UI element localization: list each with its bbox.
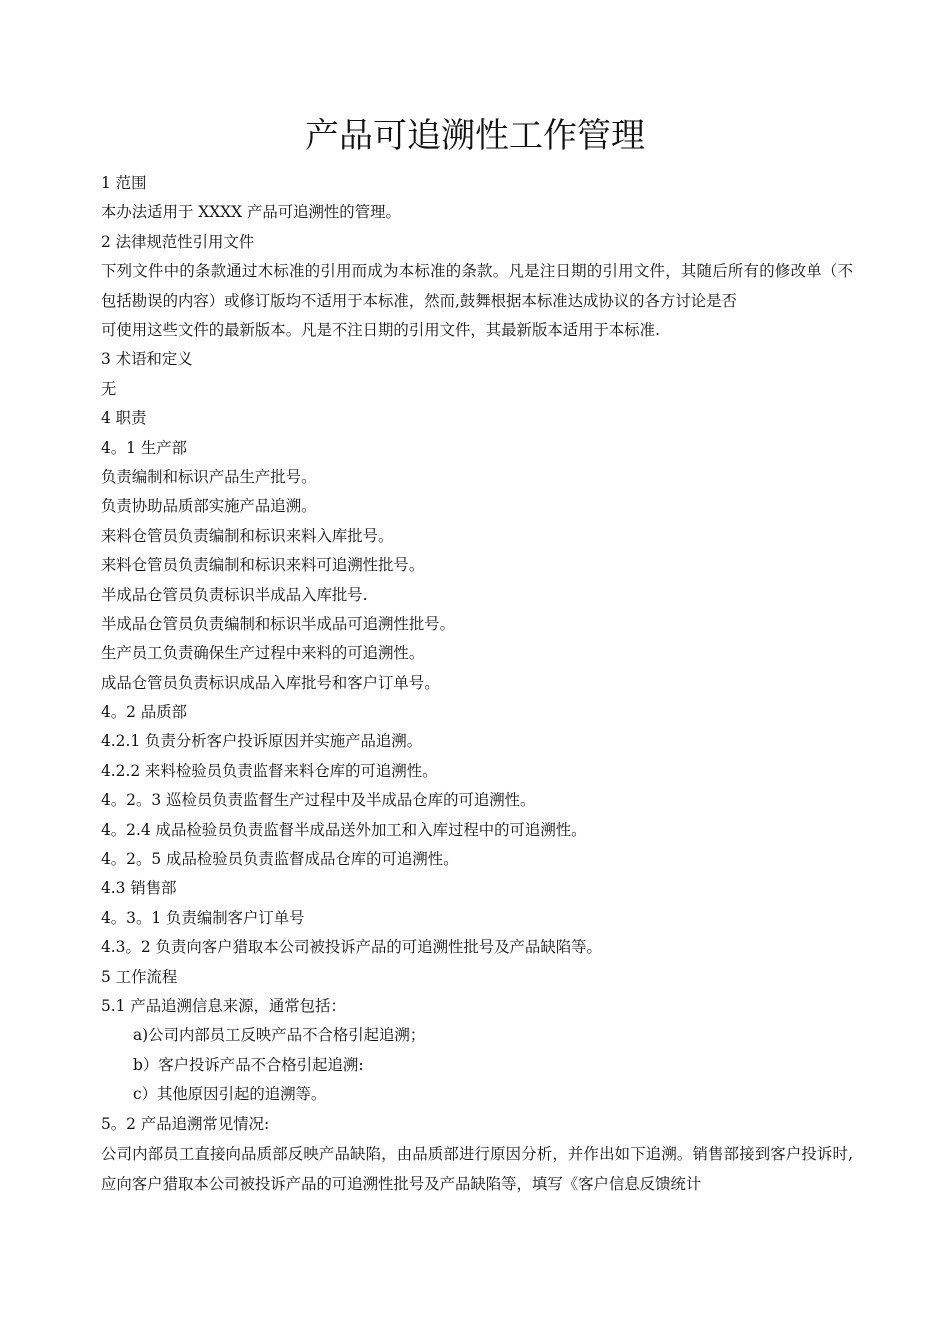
section-heading: 4。1 生产部 bbox=[101, 438, 188, 457]
paragraph-line: 4.2.1 负责分析客户投诉原因并实施产品追溯。 bbox=[101, 732, 423, 751]
section-heading: 4.3 销售部 bbox=[101, 879, 177, 898]
paragraph-line: 来料仓管员负责编制和标识来料入库批号。 bbox=[101, 526, 394, 545]
list-item: b）客户投诉产品不合格引起追溯: bbox=[133, 1055, 364, 1074]
paragraph-line: 负责协助品质部实施产品追溯。 bbox=[101, 497, 317, 516]
section-heading: 1 范围 bbox=[101, 174, 147, 192]
paragraph-line: 公司内部员工直接向品质部反映产品缺陷，由品质部进行原因分析，并作出如下追溯。销售部接到客户投诉时,应向客户猎取本公司被投诉产品的可追溯性批号及产品缺陷等，填写《客户信息反馈统计 bbox=[101, 1144, 853, 1193]
paragraph-line: 生产员工负责确保生产过程中来料的可追溯性。 bbox=[101, 644, 425, 663]
paragraph-line: 可使用这些文件的最新版本。凡是不注日期的引用文件，其最新版本适用于本标准. bbox=[101, 320, 660, 339]
paragraph-line: 4。2。3 巡检员负责监督生产过程中及半成品仓库的可追溯性。 bbox=[101, 791, 536, 810]
paragraph-line: 4。2。5 成品检验员负责监督成品仓库的可追溯性。 bbox=[101, 850, 459, 869]
paragraph-line: 无 bbox=[101, 379, 117, 398]
paragraph-line: 成品仓管员负责标识成品入库批号和客户订单号。 bbox=[101, 673, 440, 692]
paragraph-line: 4。2.4 成品检验员负责监督半成品送外加工和入库过程中的可追溯性。 bbox=[101, 820, 587, 839]
document-title: 产品可追溯性工作管理 bbox=[305, 116, 645, 156]
paragraph-line: 半成品仓管员负责编制和标识半成品可追溯性批号。 bbox=[101, 614, 455, 633]
section-heading: 2 法律规范性引用文件 bbox=[101, 232, 255, 251]
paragraph-line: 来料仓管员负责编制和标识来料可追溯性批号。 bbox=[101, 556, 425, 575]
paragraph-line: 负责编制和标识产品生产批号。 bbox=[101, 467, 317, 486]
paragraph-line: 半成品仓管员负责标识半成品入库批号. bbox=[101, 585, 368, 604]
list-item: a)公司内部员工反映产品不合格引起追溯； bbox=[133, 1026, 426, 1045]
section-heading: 4。2 品质部 bbox=[101, 703, 188, 722]
paragraph-line: 4.2.2 来料检验员负责监督来料仓库的可追溯性。 bbox=[101, 761, 438, 780]
paragraph-line: 4。3。1 负责编制客户订单号 bbox=[101, 908, 305, 927]
section-heading: 3 术语和定义 bbox=[101, 350, 193, 369]
document-body bbox=[101, 169, 853, 1199]
paragraph-line: 5。2 产品追溯常见情况: bbox=[101, 1114, 270, 1133]
section-heading: 5 工作流程 bbox=[101, 967, 178, 986]
paragraph-line: 本办法适用于 XXXX 产品可追溯性的管理。 bbox=[101, 203, 401, 222]
paragraph-line: 4.3。2 负责向客户猎取本公司被投诉产品的可追溯性批号及产品缺陷等。 bbox=[101, 938, 602, 957]
paragraph-line: 5.1 产品追溯信息来源，通常包括： bbox=[101, 996, 346, 1015]
section-heading: 4 职责 bbox=[101, 409, 147, 428]
paragraph-line: 下列文件中的条款通过木标准的引用而成为本标准的条款。凡是注日期的引用文件，其随后所有的修改单（不包括勘误的内容）或修订版均不适用于本标准，然而,鼓舞根据本标准达成协议的各方讨论是否 bbox=[101, 262, 853, 310]
list-item: c）其他原因引起的追溯等。 bbox=[133, 1085, 327, 1104]
